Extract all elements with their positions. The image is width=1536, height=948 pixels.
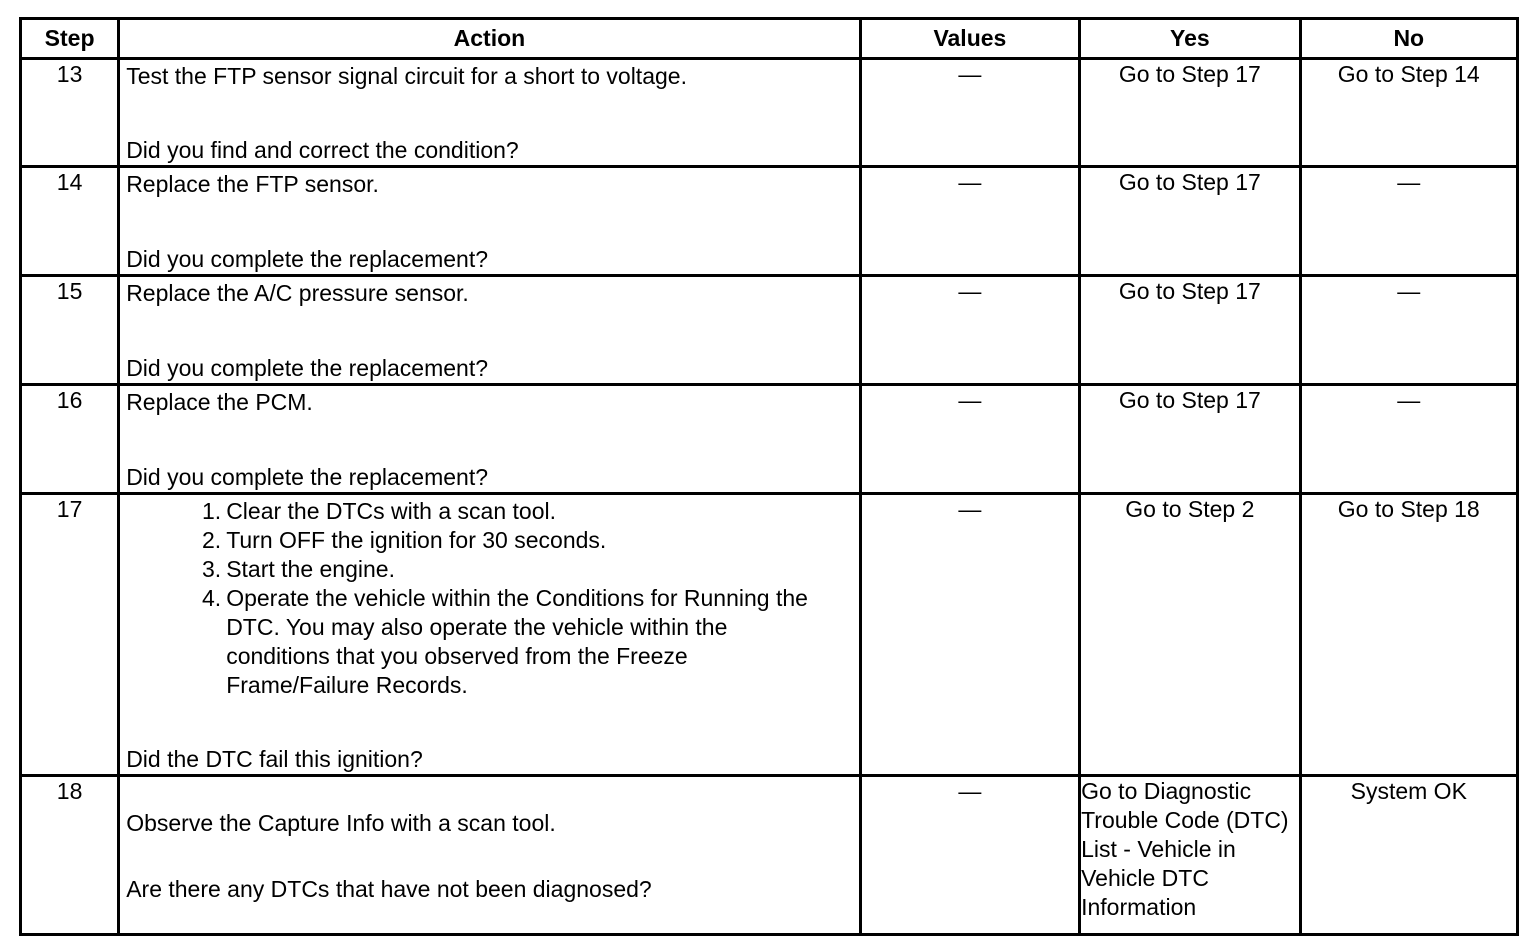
- step-number: 14: [21, 167, 119, 276]
- no-cell: Go to Step 14: [1300, 59, 1517, 167]
- step-number: 15: [21, 276, 119, 385]
- action-question: Did you complete the replacement?: [126, 464, 488, 490]
- action-instruction: Replace the FTP sensor.: [126, 171, 379, 197]
- list-item: [126, 497, 852, 526]
- list-number: 4.: [202, 585, 222, 611]
- diagnostic-table: [19, 17, 1519, 936]
- header-row: [21, 19, 1518, 59]
- yes-cell: Go to Step 17: [1080, 385, 1300, 494]
- values-cell: —: [860, 494, 1079, 776]
- action-question: Did the DTC fail this ignition?: [126, 746, 423, 772]
- list-text: Start the engine.: [226, 556, 395, 582]
- list-item: [126, 526, 852, 555]
- yes-cell: Go to Diagnostic Trouble Code (DTC) List - Vehicle in Vehicle DTC Information: [1080, 776, 1300, 935]
- table-row: [21, 494, 1518, 776]
- step-number: 13: [21, 59, 119, 167]
- action-question: Are there any DTCs that have not been diagnosed?: [126, 875, 652, 902]
- action-cell: [119, 276, 860, 385]
- table-row: [21, 276, 1518, 385]
- table-row: [21, 385, 1518, 494]
- action-question: Did you complete the replacement?: [126, 355, 488, 381]
- list-item: [126, 555, 852, 584]
- list-number: 2.: [202, 527, 222, 553]
- no-cell: —: [1300, 385, 1517, 494]
- action-question: Did you find and correct the condition?: [126, 137, 519, 163]
- header-step: Step: [21, 19, 119, 59]
- list-number: 1.: [202, 498, 222, 524]
- list-text: Operate the vehicle within the Conditions for Running the DTC. You may also operate the vehicle within the conditions that you observed from the Freeze Frame/Failure Records.: [226, 585, 808, 698]
- list-number: 3.: [202, 556, 222, 582]
- yes-cell: Go to Step 17: [1080, 59, 1300, 167]
- header-values: Values: [860, 19, 1079, 59]
- values-cell: —: [860, 276, 1079, 385]
- yes-cell: Go to Step 17: [1080, 276, 1300, 385]
- values-cell: —: [860, 776, 1079, 935]
- step-number: 16: [21, 385, 119, 494]
- action-instruction: Replace the A/C pressure sensor.: [126, 280, 469, 306]
- list-text: Turn OFF the ignition for 30 seconds.: [226, 527, 607, 553]
- table-row: [21, 776, 1518, 935]
- action-cell: [119, 776, 860, 935]
- yes-cell: Go to Step 2: [1080, 494, 1300, 776]
- action-instruction: Test the FTP sensor signal circuit for a short to voltage.: [126, 63, 687, 89]
- list-item: [126, 584, 852, 700]
- list-text: Clear the DTCs with a scan tool.: [226, 498, 556, 524]
- action-cell: [119, 167, 860, 276]
- step-number: 18: [21, 776, 119, 935]
- values-cell: —: [860, 385, 1079, 494]
- action-cell: [119, 494, 860, 776]
- header-no: No: [1300, 19, 1517, 59]
- header-yes: Yes: [1080, 19, 1300, 59]
- action-instruction: Observe the Capture Info with a scan tool.: [126, 809, 556, 836]
- values-cell: —: [860, 167, 1079, 276]
- yes-cell: Go to Step 17: [1080, 167, 1300, 276]
- action-question: Did you complete the replacement?: [126, 246, 488, 272]
- action-cell: [119, 385, 860, 494]
- no-cell: System OK: [1300, 776, 1517, 935]
- action-instruction: Replace the PCM.: [126, 389, 313, 415]
- values-cell: —: [860, 59, 1079, 167]
- action-cell: [119, 59, 860, 167]
- table-row: [21, 59, 1518, 167]
- step-number: 17: [21, 494, 119, 776]
- header-action: Action: [119, 19, 860, 59]
- action-step-list: [126, 497, 852, 700]
- no-cell: Go to Step 18: [1300, 494, 1517, 776]
- no-cell: —: [1300, 276, 1517, 385]
- no-cell: —: [1300, 167, 1517, 276]
- table-row: [21, 167, 1518, 276]
